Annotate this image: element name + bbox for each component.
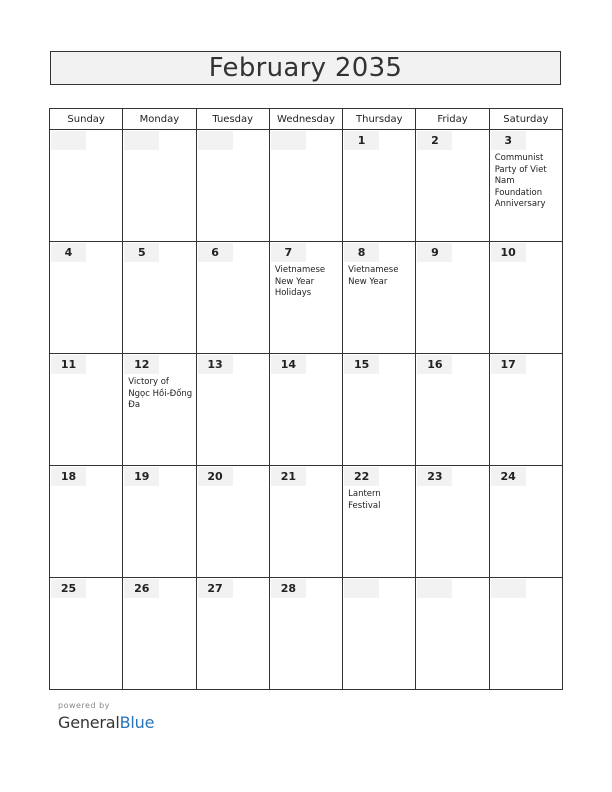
day-cell	[269, 578, 342, 690]
day-cell	[50, 354, 123, 466]
day-cell	[269, 466, 342, 578]
day-cell	[343, 354, 416, 466]
day-number: 5	[124, 243, 159, 262]
footer-brand	[58, 701, 154, 732]
day-cell	[416, 242, 489, 354]
day-number	[271, 131, 306, 150]
weekday-header-monday: Monday	[123, 109, 196, 130]
day-cell	[196, 466, 269, 578]
day-cell	[489, 578, 562, 690]
day-cell	[269, 354, 342, 466]
holiday-label: Communist Party of Viet Nam Foundation Anniversary	[494, 153, 547, 209]
day-number: 6	[198, 243, 233, 262]
week-row	[50, 354, 563, 466]
day-cell	[123, 130, 196, 242]
day-number: 14	[271, 355, 306, 374]
day-number: 17	[491, 355, 526, 374]
day-number: 16	[417, 355, 452, 374]
day-cell	[196, 130, 269, 242]
calendar-grid	[49, 108, 563, 690]
day-number: 22	[344, 467, 379, 486]
calendar-title-box	[50, 51, 561, 85]
day-number: 28	[271, 579, 306, 598]
weekday-header-friday: Friday	[416, 109, 489, 130]
day-number: 20	[198, 467, 233, 486]
day-number: 2	[417, 131, 452, 150]
day-cell	[269, 130, 342, 242]
weekday-header-tuesday: Tuesday	[196, 109, 269, 130]
week-row	[50, 578, 563, 690]
weekday-header-wednesday: Wednesday	[269, 109, 342, 130]
day-number: 18	[51, 467, 86, 486]
day-cell	[343, 578, 416, 690]
day-cell	[196, 578, 269, 690]
day-number: 24	[491, 467, 526, 486]
holiday-label: Vietnamese New Year	[348, 265, 399, 287]
day-number: 19	[124, 467, 159, 486]
day-cell	[416, 466, 489, 578]
brand-name-general: General	[58, 713, 120, 732]
day-number: 25	[51, 579, 86, 598]
weekday-header-row	[50, 109, 563, 130]
day-number: 15	[344, 355, 379, 374]
holiday-label: Lantern Festival	[348, 489, 381, 511]
day-cell	[123, 354, 196, 466]
day-cell	[123, 242, 196, 354]
day-cell	[416, 130, 489, 242]
day-cell	[416, 578, 489, 690]
week-row	[50, 130, 563, 242]
day-number	[124, 131, 159, 150]
day-cell	[343, 242, 416, 354]
weekday-header-sunday: Sunday	[50, 109, 123, 130]
holiday-label: Vietnamese New Year Holidays	[274, 265, 326, 298]
day-cell	[196, 354, 269, 466]
weekday-header-saturday: Saturday	[489, 109, 562, 130]
calendar-title: February 2035	[208, 53, 403, 83]
day-number: 23	[417, 467, 452, 486]
day-cell	[196, 242, 269, 354]
day-number: 10	[491, 243, 526, 262]
generalblue-logo	[58, 713, 154, 732]
day-number	[344, 579, 379, 598]
day-cell	[50, 466, 123, 578]
day-cell	[416, 354, 489, 466]
day-cell	[269, 242, 342, 354]
day-number: 21	[271, 467, 306, 486]
day-number	[51, 131, 86, 150]
brand-name-blue: Blue	[119, 713, 155, 732]
day-cell	[343, 130, 416, 242]
day-cell	[50, 130, 123, 242]
day-cell	[489, 130, 562, 242]
day-number: 1	[344, 131, 379, 150]
day-cell	[50, 578, 123, 690]
day-number	[417, 579, 452, 598]
day-cell	[343, 466, 416, 578]
day-cell	[489, 354, 562, 466]
day-cell	[50, 242, 123, 354]
day-number: 11	[51, 355, 86, 374]
holiday-label: Victory of Ngọc Hồi-Đống Đa	[128, 377, 193, 410]
day-cell	[123, 466, 196, 578]
powered-by-text: powered by	[58, 701, 110, 710]
day-number	[198, 131, 233, 150]
day-number: 8	[344, 243, 379, 262]
weekday-header-thursday: Thursday	[343, 109, 416, 130]
day-cell	[489, 466, 562, 578]
day-number: 9	[417, 243, 452, 262]
day-number: 12	[124, 355, 159, 374]
day-number	[491, 579, 526, 598]
day-number: 4	[51, 243, 86, 262]
day-number: 13	[198, 355, 233, 374]
day-number: 26	[124, 579, 159, 598]
day-number: 3	[491, 131, 526, 150]
week-row	[50, 242, 563, 354]
day-number: 7	[271, 243, 306, 262]
day-number: 27	[198, 579, 233, 598]
day-cell	[123, 578, 196, 690]
day-cell	[489, 242, 562, 354]
week-row	[50, 466, 563, 578]
